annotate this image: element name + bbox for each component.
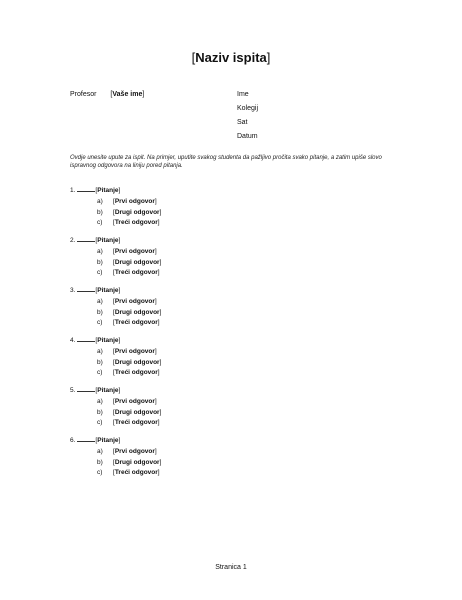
question-number: 6. [70, 437, 76, 444]
instructions-text[interactable]: Ovdje unesite upute za ispit. Na primjer, uputite svakog studenta da pažljivo pročita svako pitanje, a zatim upiše slovo ispravnog odgovora na liniju pored pitanja. [70, 155, 382, 169]
question-text[interactable]: Pitanje [97, 237, 119, 244]
professor-label: Profesor [70, 91, 97, 98]
answer-option: a) [Prvi odgovor] [97, 448, 157, 455]
question-text[interactable]: Pitanje [97, 387, 119, 394]
answer-option: a) [Prvi odgovor] [97, 298, 157, 305]
bracket-open: [ [191, 50, 196, 65]
answer-option: b) [Drugi odgovor] [97, 458, 162, 466]
question-item: 2. [Pitanje] a) [Prvi odgovor] b) [Drugi odgovor] c) [Treći odgovor] [70, 235, 161, 285]
question-number: 1. [70, 187, 76, 194]
answer-option: a) [Prvi odgovor] [97, 248, 157, 255]
student-fields [237, 90, 258, 146]
question-text[interactable]: Pitanje [97, 437, 119, 444]
answer-option: c) [Treći odgovor] [97, 219, 160, 226]
question-text[interactable]: Pitanje [97, 287, 119, 294]
question-number: 2. [70, 237, 76, 244]
question-number: 5. [70, 387, 76, 394]
answer-option: b) [Drugi odgovor] [97, 358, 162, 366]
field-ime[interactable]: Ime [237, 91, 249, 98]
answer-option: c) [Treći odgovor] [97, 369, 160, 376]
question-item: 1. [Pitanje] a) [Prvi odgovor] b) [Drugi odgovor] c) [Treći odgovor] [70, 185, 161, 235]
question-item: 5. [Pitanje] a) [Prvi odgovor] b) [Drugi odgovor] c) [Treći odgovor] [70, 385, 161, 435]
answer-option: c) [Treći odgovor] [97, 319, 160, 326]
answer-option: a) [Prvi odgovor] [97, 348, 157, 355]
field-datum[interactable]: Datum [237, 133, 258, 140]
question-item: 3. [Pitanje] a) [Prvi odgovor] b) [Drugi odgovor] c) [Treći odgovor] [70, 285, 161, 335]
professor-row [70, 90, 144, 99]
bracket-close: ] [266, 50, 271, 65]
question-text[interactable]: Pitanje [97, 337, 119, 344]
answer-option: c) [Treći odgovor] [97, 469, 160, 476]
answer-option: c) [Treći odgovor] [97, 269, 160, 276]
answer-blank[interactable] [77, 235, 95, 242]
field-sat[interactable]: Sat [237, 119, 248, 126]
question-item: 6. [Pitanje] a) [Prvi odgovor] b) [Drugi odgovor] c) [Treći odgovor] [70, 435, 161, 485]
answer-blank[interactable] [77, 435, 95, 442]
exam-title[interactable] [0, 49, 462, 67]
answer-option: a) [Prvi odgovor] [97, 398, 157, 405]
field-kolegij[interactable]: Kolegij [237, 105, 259, 112]
answer-option: b) [Drugi odgovor] [97, 208, 162, 216]
exam-title-text: Naziv ispita [195, 50, 267, 65]
professor-name-text: Vaše ime [112, 91, 143, 98]
answer-blank[interactable] [77, 285, 95, 292]
question-number: 4. [70, 337, 76, 344]
answer-option: c) [Treći odgovor] [97, 419, 160, 426]
answer-blank[interactable] [77, 385, 95, 392]
question-item: 4. [Pitanje] a) [Prvi odgovor] b) [Drugi odgovor] c) [Treći odgovor] [70, 335, 161, 385]
page-footer: Stranica 1 [215, 564, 247, 571]
answer-option: a) [Prvi odgovor] [97, 198, 157, 205]
answer-blank[interactable] [77, 335, 95, 342]
professor-name[interactable]: [Vaše ime] [110, 91, 145, 98]
answer-option: b) [Drugi odgovor] [97, 308, 162, 316]
answer-option: b) [Drugi odgovor] [97, 258, 162, 266]
question-number: 3. [70, 287, 76, 294]
answer-blank[interactable] [77, 185, 95, 192]
answer-option: b) [Drugi odgovor] [97, 408, 162, 416]
question-list [70, 185, 161, 485]
question-text[interactable]: Pitanje [97, 187, 119, 194]
